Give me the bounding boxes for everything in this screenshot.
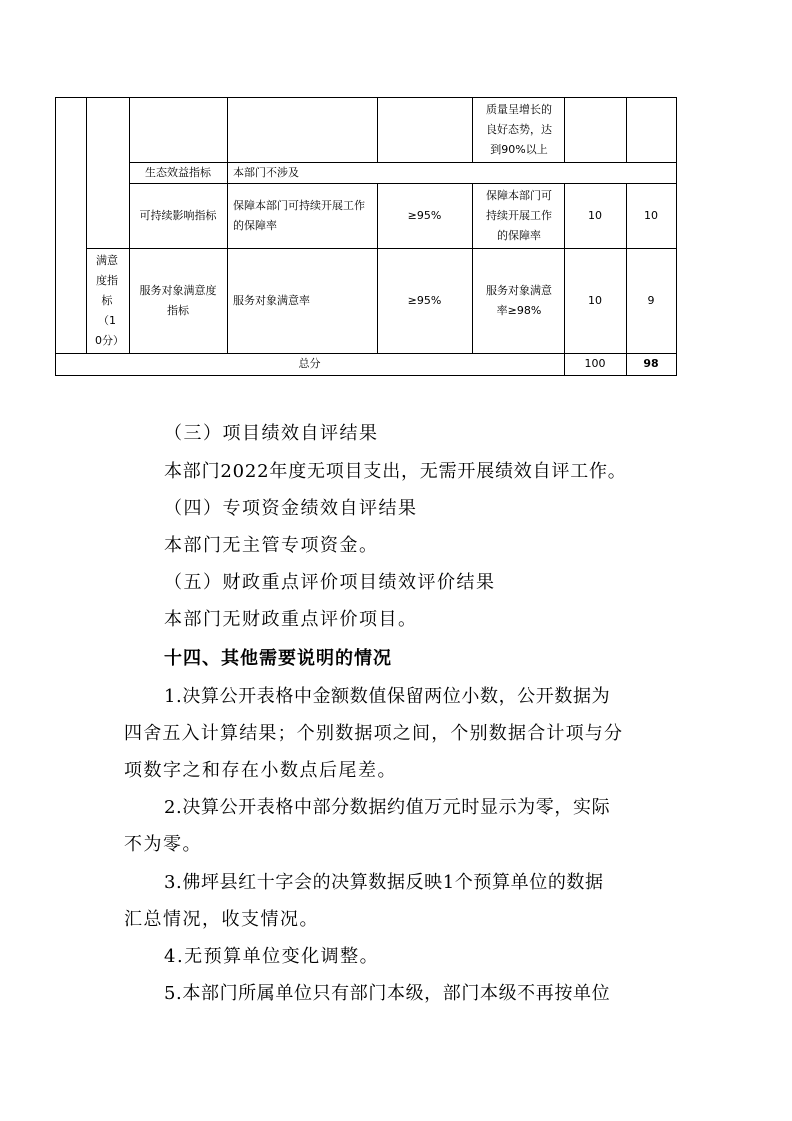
section-4-text: 本部门无主管专项资金。 <box>164 535 379 556</box>
table-cell-score: 10 <box>644 208 658 222</box>
section-3-text: 本部门2022年度无项目支出，无需开展绩效自评工作。 <box>164 461 627 482</box>
table-cell-indicator: 可持续影响指标 <box>139 208 217 222</box>
paragraph-4: 4.无预算单位变化调整。 <box>164 946 380 967</box>
table-total-weight: 100 <box>584 357 606 370</box>
section-4-title: （四）专项资金绩效自评结果 <box>164 498 418 519</box>
section-3-title: （三）项目绩效自评结果 <box>164 423 379 444</box>
paragraph-2-line-2: 不为零。 <box>124 834 202 855</box>
table-cell-category: 满意度指标（10分） <box>95 253 124 347</box>
table-cell-weight: 10 <box>588 208 602 222</box>
paragraph-1-line-1: 1.决算公开表格中金额数值保留两位小数，公开数据为 <box>164 686 611 707</box>
table-cell-detail: 保障本部门可持续开展工作的保障率 <box>233 198 365 232</box>
paragraph-1-line-3: 项数字之和存在小数点后尾差。 <box>124 760 397 781</box>
section-14-heading: 十四、其他需要说明的情况 <box>164 648 392 669</box>
paragraph-5-line-1: 5.本部门所属单位只有部门本级，部门本级不再按单位 <box>164 983 611 1004</box>
paragraph-1-line-2: 四舍五入计算结果；个别数据项之间，个别数据合计项与分 <box>124 723 624 744</box>
table-cell-target: ≥95% <box>407 208 442 222</box>
table-cell-detail: 服务对象满意率 <box>233 293 310 307</box>
paragraph-3-line-1: 3.佛坪县红十字会的决算数据反映1个预算单位的数据 <box>164 872 604 893</box>
table-cell-actual: 保障本部门可持续开展工作的保障率 <box>486 188 552 242</box>
table-total-score: 98 <box>643 357 659 370</box>
table-cell-weight: 10 <box>588 293 602 307</box>
table-cell-indicator: 生态效益指标 <box>145 165 211 179</box>
table-cell-detail: 本部门不涉及 <box>233 165 299 179</box>
table-cell-score: 9 <box>647 293 655 307</box>
table-total-label: 总分 <box>298 357 321 370</box>
table-cell-indicator: 服务对象满意度指标 <box>139 283 217 317</box>
table-cell-target: 质量呈增长的良好态势，达到90%以上 <box>486 102 552 156</box>
paragraph-2-line-1: 2.决算公开表格中部分数据约值万元时显示为零，实际 <box>164 797 611 818</box>
section-5-text: 本部门无财政重点评价项目。 <box>164 609 418 630</box>
paragraph-3-line-2: 汇总情况，收支情况。 <box>124 909 319 930</box>
table-cell-target: ≥95% <box>407 293 442 307</box>
section-5-title: （五）财政重点评价项目绩效评价结果 <box>164 572 496 593</box>
table-cell-actual: 服务对象满意率≥98% <box>486 283 552 317</box>
